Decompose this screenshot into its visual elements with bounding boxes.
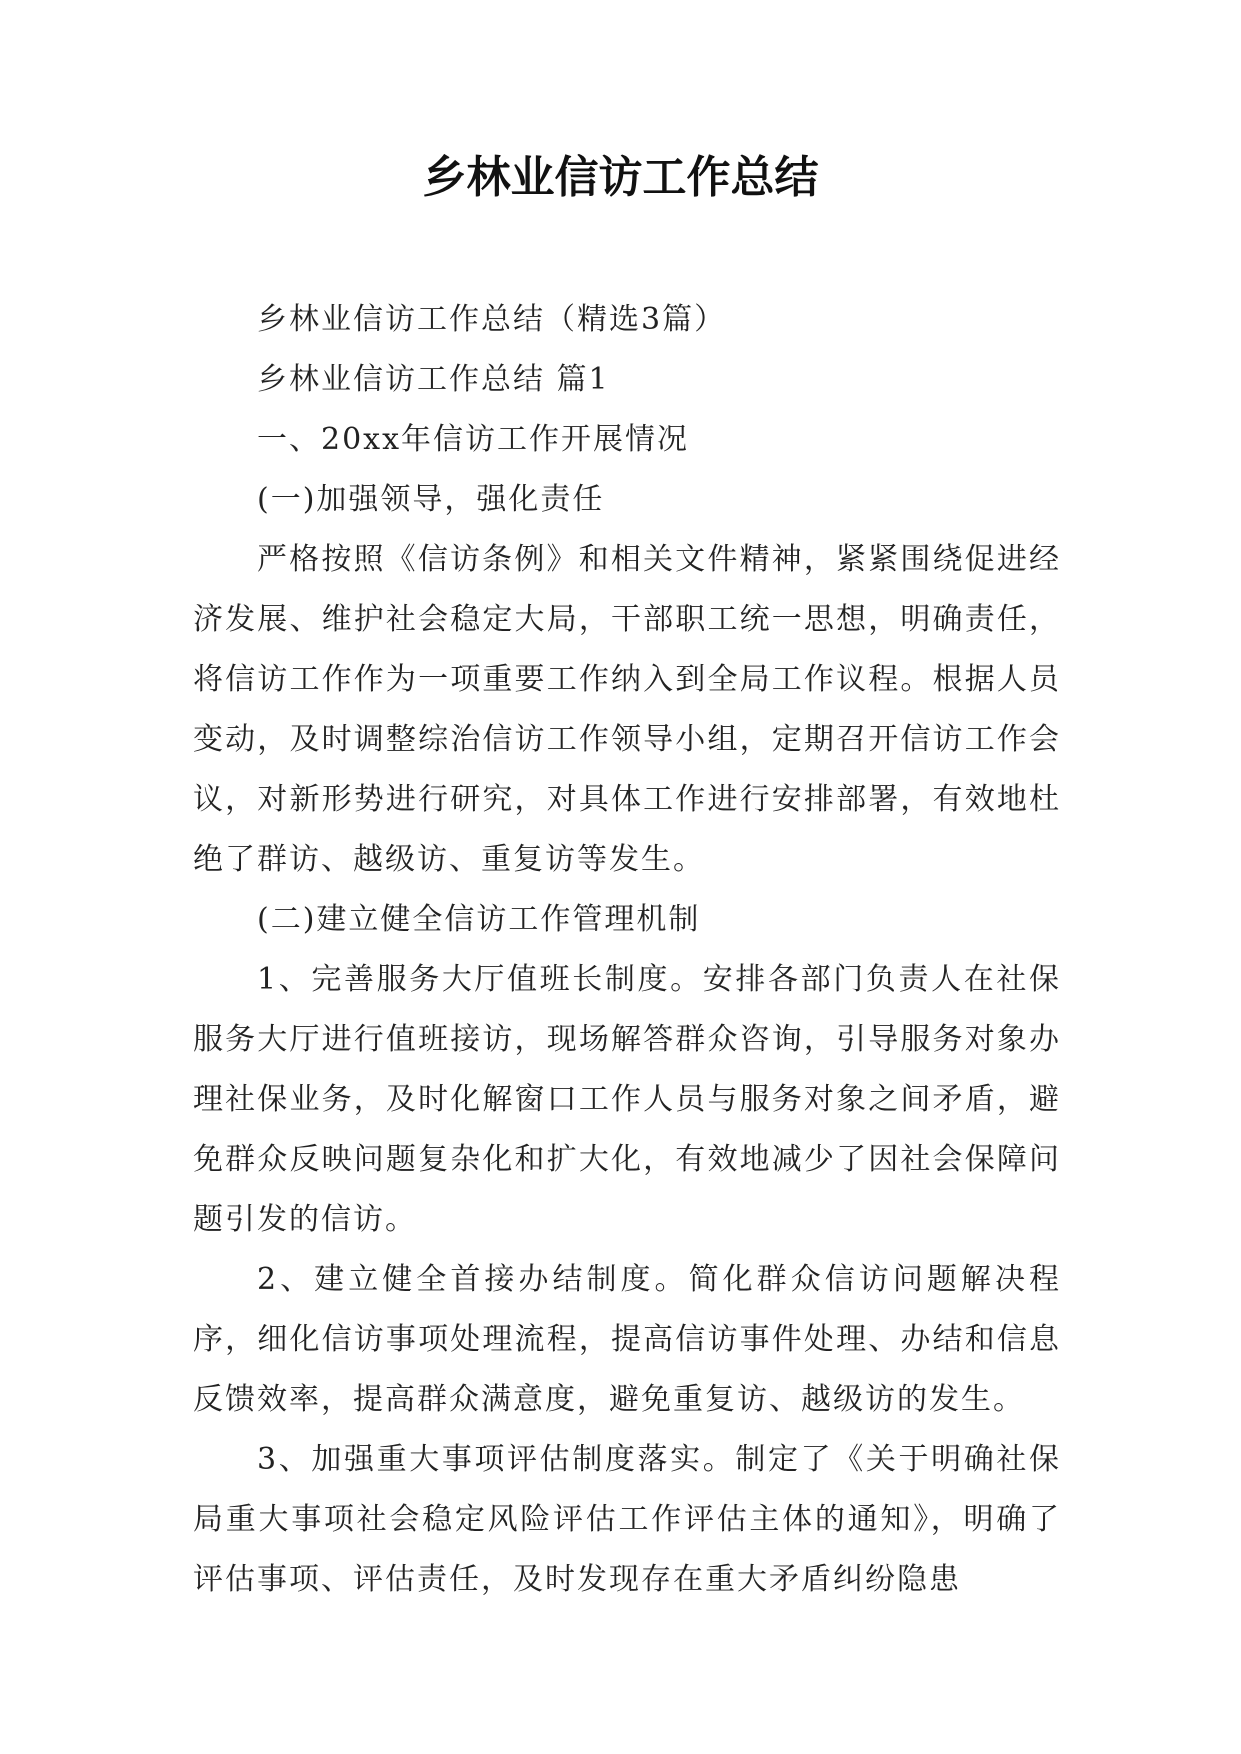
paragraph-section-heading: 乡林业信访工作总结 篇1 — [257, 362, 610, 397]
paragraph-heading-1: 一、20xx年信访工作开展情况 — [257, 422, 690, 457]
paragraph-subheading-1: (一)加强领导，强化责任 — [257, 482, 605, 517]
paragraph-item-1: 1、完善服务大厅值班长制度。安排各部门负责人在社保服务大厅进行值班接访，现场解答群众咨询，引导服务对象办理社保业务，及时化解窗口工作人员与服务对象之间矛盾，避免群众反映问题复杂化和扩大化，有效地减少了因社会保障问题引发的信访。 — [193, 962, 1061, 1237]
document-title: 乡林业信访工作总结 — [422, 152, 819, 203]
paragraph-subheading-2: (二)建立健全信访工作管理机制 — [257, 902, 701, 937]
paragraph-item-3: 3、加强重大事项评估制度落实。制定了《关于明确社保局重大事项社会稳定风险评估工作评估主体的通知》，明确了评估事项、评估责任，及时发现存在重大矛盾纠纷隐患 — [193, 1442, 1061, 1597]
document-body — [193, 290, 1061, 1610]
paragraph-body: 严格按照《信访条例》和相关文件精神，紧紧围绕促进经济发展、维护社会稳定大局，干部职工统一思想，明确责任，将信访工作作为一项重要工作纳入到全局工作议程。根据人员变动，及时调整综治信访工作领导小组，定期召开信访工作会议，对新形势进行研究，对具体工作进行安排部署，有效地杜绝了群访、越级访、重复访等发生。 — [193, 542, 1061, 877]
paragraph-item-2: 2、建立健全首接办结制度。简化群众信访问题解决程序，细化信访事项处理流程，提高信访事件处理、办结和信息反馈效率，提高群众满意度，避免重复访、越级访的发生。 — [193, 1262, 1061, 1417]
paragraph-subtitle: 乡林业信访工作总结（精选3篇） — [257, 302, 727, 337]
